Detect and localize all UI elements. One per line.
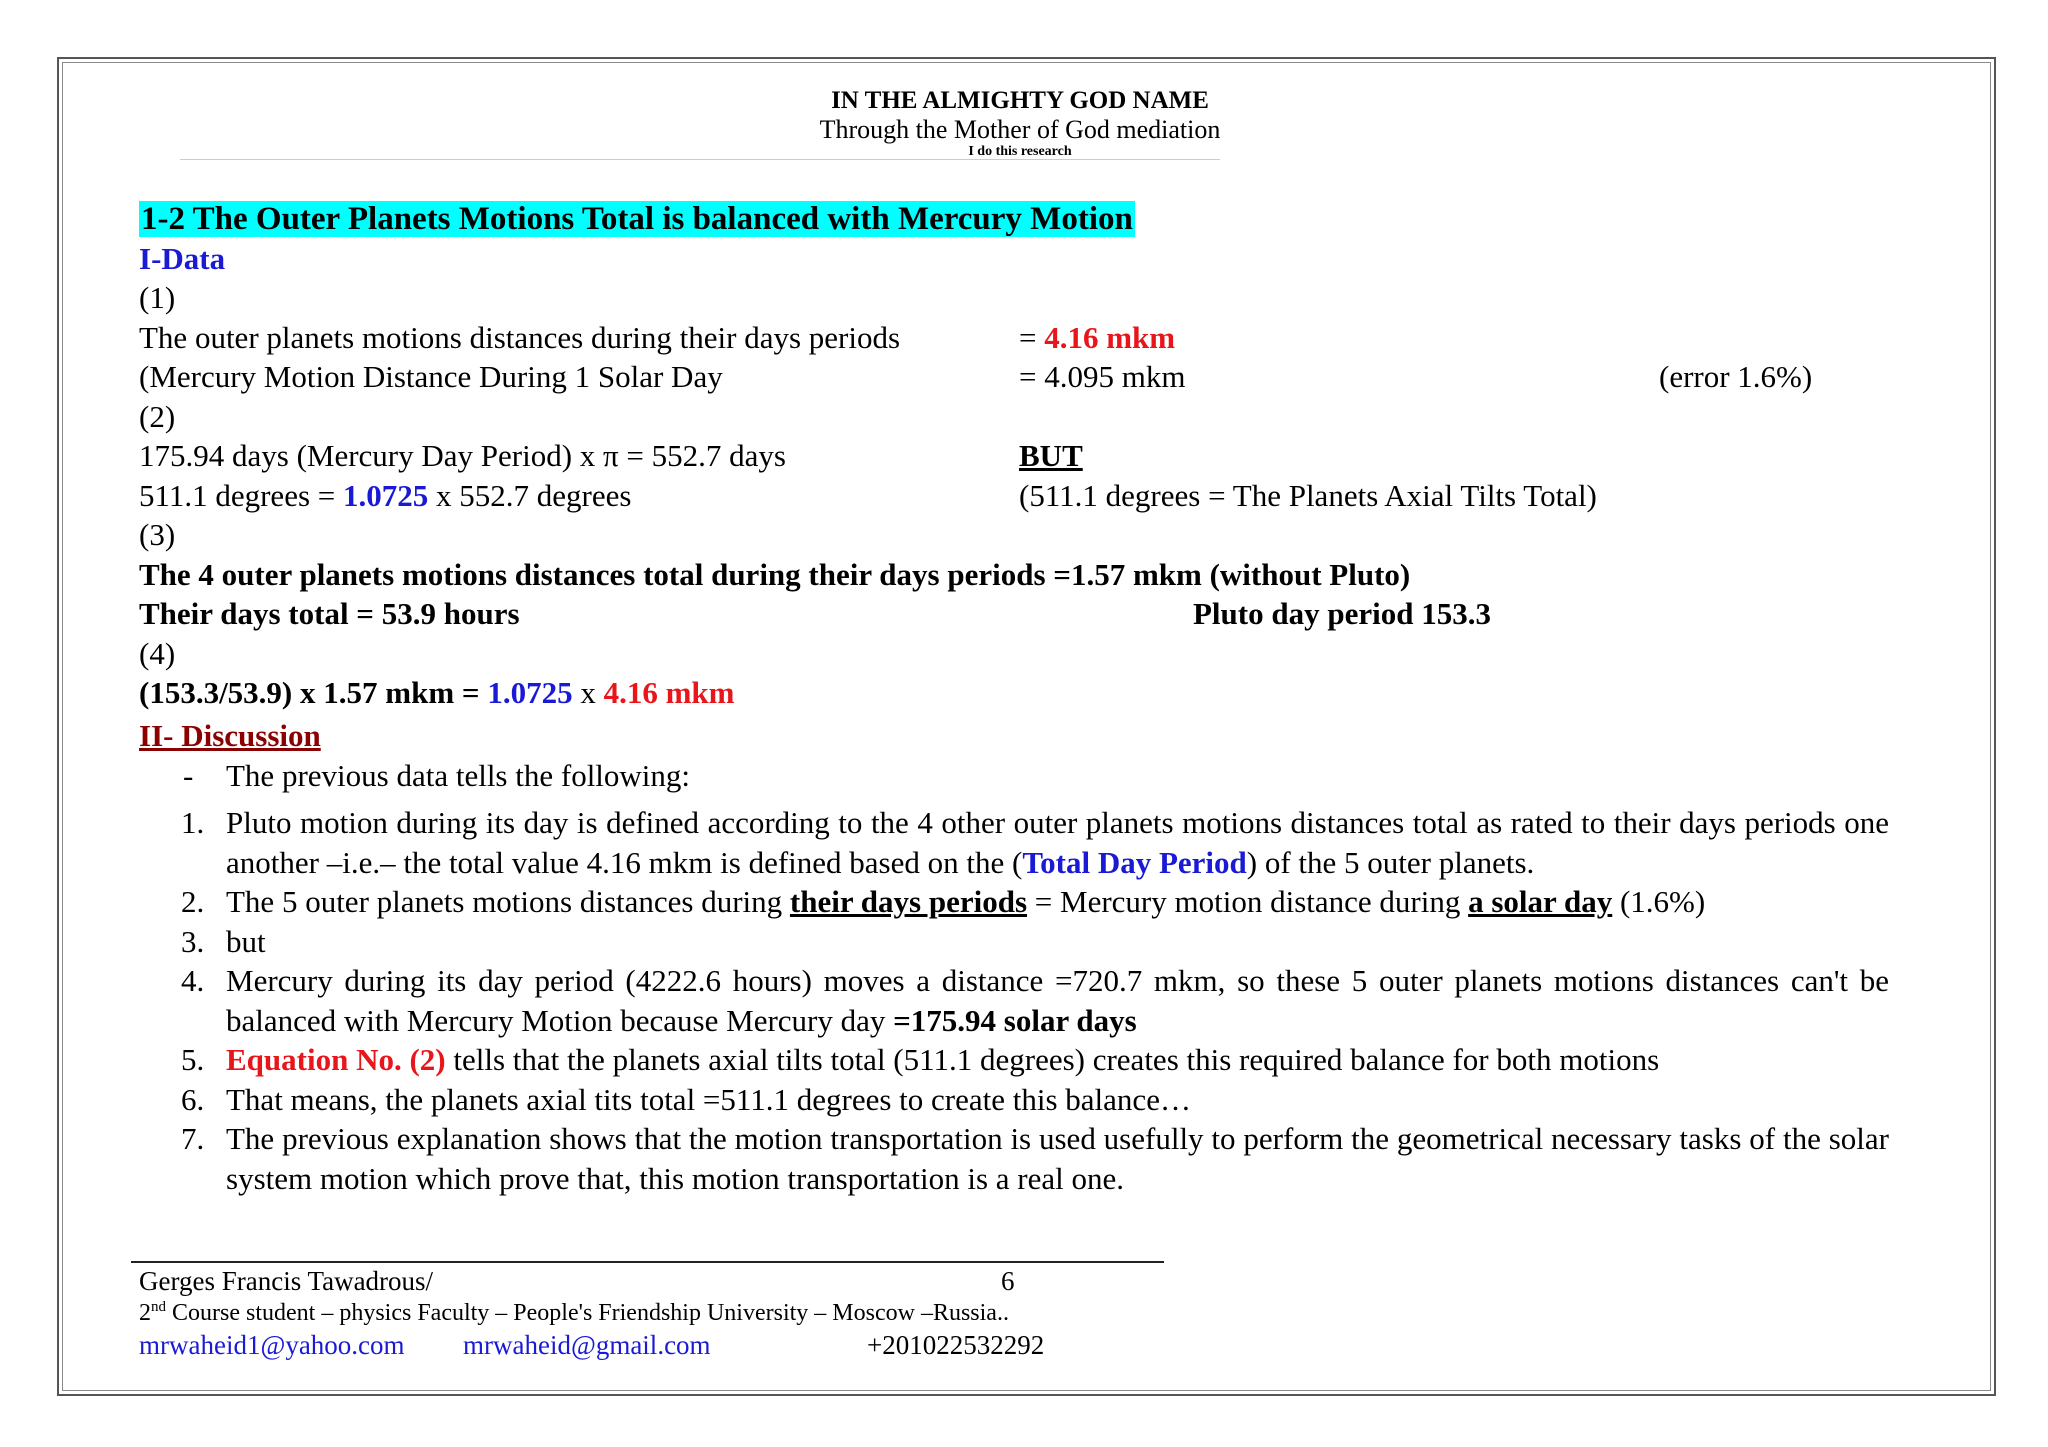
marker-2: (2): [139, 398, 176, 434]
header-line-3: I do this research: [968, 144, 1072, 159]
item-text: tells that the planets axial tilts total (511.1 degrees) creates this required balance for both motions: [445, 1042, 1660, 1077]
marker-4: (4): [139, 635, 176, 671]
item-text: Mercury during its day period (4222.6 hours) moves a distance =720.7 mkm, so these 5 outer planets motions distances can't be balanced with Mercury Motion because Mercury day: [226, 963, 1889, 1038]
item-text: = Mercury motion distance during: [1027, 884, 1469, 919]
row3-label: 175.94 days (Mercury Day Period) x π = 552.7 days: [139, 438, 786, 473]
header-line-2: Through the Mother of God mediation: [819, 115, 1221, 144]
item-number: 4.: [181, 963, 205, 998]
page-footer: [139, 1265, 1045, 1361]
item-emphasis: =175.94 solar days: [893, 1002, 1137, 1038]
row4-blue-value: 1.0725: [343, 477, 429, 513]
item-number: 2.: [181, 884, 205, 919]
list-item: [139, 1040, 1889, 1080]
marker-3: (3): [139, 517, 176, 552]
item-emphasis: their days periods: [789, 884, 1028, 919]
row6-label: Their days total = 53.9 hours: [139, 596, 520, 631]
discussion-heading: II- Discussion: [139, 718, 321, 753]
header-line-1: IN THE ALMIGHTY GOD NAME: [831, 87, 1209, 114]
data-row-5: The 4 outer planets motions distances total during their days periods =1.57 mkm (without Pluto): [139, 556, 1411, 592]
item-text: but: [226, 923, 266, 959]
item-red-emphasis: Equation No. (2): [226, 1042, 446, 1077]
footer-phone: +201022532292: [867, 1330, 1045, 1360]
data-row-6: [139, 594, 1889, 634]
data-row-7: [139, 673, 1889, 713]
list-item: [139, 1080, 1889, 1120]
row4-post: x 552.7 degrees: [428, 477, 632, 513]
list-item: [139, 961, 1889, 1040]
item-number: 1.: [181, 805, 205, 840]
footer-course: 2nd Course student – physics Faculty – People's Friendship University – Moscow –Russia..: [139, 1299, 1009, 1326]
row2-label: (Mercury Motion Distance During 1 Solar Day: [139, 359, 723, 394]
footer-email-2[interactable]: mrwaheid@gmail.com: [463, 1330, 711, 1360]
row6-pluto: Pluto day period 153.3: [1193, 596, 1491, 631]
item-number: 5.: [181, 1042, 205, 1077]
row1-red-value: 4.16 mkm: [1044, 319, 1176, 355]
item-text: The previous explanation shows that the motion transportation is used usefully to perform the geometrical necessary tasks of the solar system motion which prove that, this motion transportation is a real one.: [226, 1121, 1889, 1196]
row4-pre: 511.1 degrees =: [139, 477, 343, 513]
row2-value: = 4.095 mkm: [1019, 359, 1186, 394]
data-heading: I-Data: [139, 240, 226, 276]
row1-label: The outer planets motions distances during their days periods: [139, 319, 901, 355]
item-number: 3.: [181, 923, 205, 959]
item-text: ) of the 5 outer planets.: [1246, 844, 1535, 880]
row2-error: (error 1.6%): [1659, 359, 1813, 394]
row7-times: x: [572, 675, 604, 710]
item-text: That means, the planets axial tits total =511.1 degrees to create this balance…: [226, 1081, 1191, 1117]
row1-eq: =: [1019, 319, 1045, 355]
data-row-2: [139, 357, 1889, 397]
section-title-row: [139, 199, 1889, 239]
list-item: [139, 803, 1889, 882]
list-item: [139, 882, 1889, 922]
row7-pre: (153.3/53.9) x 1.57 mkm =: [139, 675, 488, 710]
dash-item-text: The previous data tells the following:: [226, 757, 691, 793]
row7-blue-value: 1.0725: [487, 675, 573, 710]
row7-red-value: 4.16 mkm: [603, 675, 735, 710]
page-number: 6: [1001, 1266, 1015, 1296]
item-text: (1.6%): [1612, 884, 1706, 919]
discussion-section: [139, 716, 1889, 1198]
header-divider: [180, 159, 1220, 160]
item-number: 6.: [181, 1081, 205, 1117]
footer-author: Gerges Francis Tawadrous/: [139, 1266, 434, 1296]
marker-1: (1): [139, 280, 176, 315]
list-item-dash: - The previous data tells the following:: [183, 757, 691, 793]
data-row-1: [139, 318, 1889, 358]
page-header: [760, 86, 1280, 160]
row4-note: (511.1 degrees = The Planets Axial Tilts Total): [1019, 477, 1597, 513]
item-highlight: Total Day Period: [1022, 844, 1247, 880]
section-title: 1-2 The Outer Planets Motions Total is balanced with Mercury Motion: [141, 201, 1133, 237]
row1-value: [1019, 318, 1175, 358]
item-number: 7.: [181, 1121, 205, 1156]
item-text: The 5 outer planets motions distances during: [226, 884, 790, 919]
footer-email-1[interactable]: mrwaheid1@yahoo.com: [139, 1330, 405, 1360]
list-item: [139, 1119, 1889, 1198]
row3-but: BUT: [1019, 438, 1083, 473]
list-item: [139, 922, 1889, 962]
discussion-list: [139, 756, 1889, 796]
item-emphasis: a solar day: [1468, 884, 1613, 919]
numbered-list: [139, 803, 1889, 1198]
footer-divider: [131, 1261, 1164, 1263]
data-row-4: [139, 476, 1889, 516]
item-text: Pluto motion during its day is defined according to the 4 other outer planets motions distances total as rated to their days periods one another –i.e.– the total value 4.16 mkm is defined based on the (: [226, 805, 1889, 880]
data-section: [139, 199, 1889, 713]
data-row-3: [139, 436, 1889, 476]
